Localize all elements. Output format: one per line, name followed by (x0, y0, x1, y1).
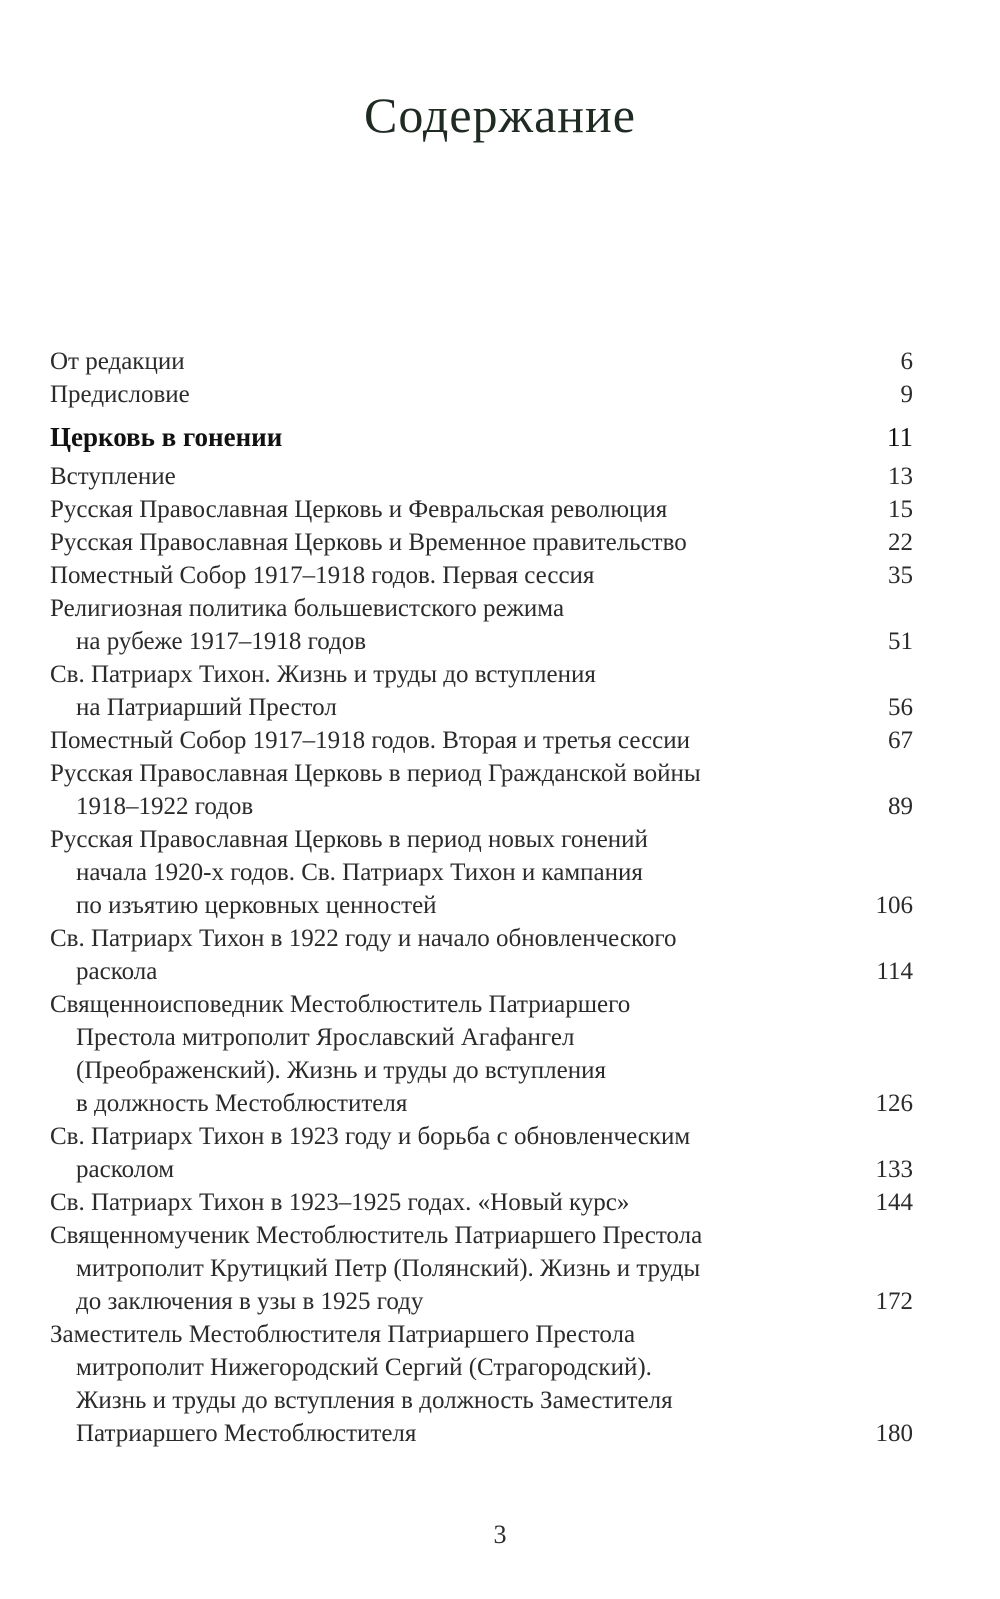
toc-entry-title-continuation: Патриаршего Местоблюстителя (76, 1420, 417, 1447)
toc-entry-title: Русская Православная Церковь и Февральская революция (50, 496, 668, 523)
toc-entry (50, 345, 913, 378)
toc-entry-title-continuation: на Патриарший Престол (76, 694, 337, 721)
toc-page-number: 11 (887, 422, 913, 452)
toc-entry-title-continuation: 1918–1922 годов (76, 793, 254, 820)
toc-entry (50, 1318, 913, 1450)
toc-entry-title-continuation: до заключения в узы в 1925 году (76, 1288, 424, 1315)
toc-entry-title: Священномученик Местоблюститель Патриаршего Престола (50, 1222, 703, 1249)
toc-entry-title-continuation: в должность Местоблюстителя (76, 1090, 408, 1117)
toc-entry-title-continuation: по изъятию церковных ценностей (76, 892, 437, 919)
table-of-contents (50, 345, 913, 1450)
toc-entry-title: Поместный Собор 1917–1918 годов. Первая сессия (50, 562, 595, 589)
toc-entry-title: Священноисповедник Местоблюститель Патриаршего (50, 991, 631, 1018)
toc-entry-title: Св. Патриарх Тихон в 1922 году и начало обновленческого (50, 925, 677, 952)
toc-page-number: 67 (888, 727, 913, 754)
toc-page-number: 6 (900, 348, 913, 375)
toc-entry-title: Религиозная политика большевистского режима (50, 595, 565, 622)
toc-entry-title: Св. Патриарх Тихон в 1923 году и борьба с обновленческим (50, 1123, 691, 1150)
page-title: Содержание (364, 87, 636, 143)
page-number: 3 (493, 1520, 507, 1549)
toc-entry (50, 757, 913, 823)
toc-entry (50, 922, 913, 988)
toc-entry-title-continuation: Престола митрополит Ярославский Агафангел (76, 1024, 575, 1051)
toc-entry-title-continuation: на рубеже 1917–1918 годов (76, 628, 367, 655)
toc-entry-title: Русская Православная Церковь и Временное правительство (50, 529, 687, 556)
toc-entry (50, 724, 913, 757)
toc-entry-title-continuation: раскола (76, 958, 158, 985)
toc-entry-title: Предисловие (50, 381, 190, 408)
toc-entry-title: Св. Патриарх Тихон. Жизнь и труды до вступления (50, 661, 596, 688)
toc-entry (50, 460, 913, 493)
toc-entry-title: От редакции (50, 348, 185, 375)
toc-entry-title-continuation: митрополит Нижегородский Сергий (Страгородский). (76, 1354, 652, 1381)
toc-entry-title: Русская Православная Церковь в период новых гонений (50, 826, 648, 853)
toc-page-number: 13 (888, 463, 913, 490)
toc-page-number: 22 (888, 529, 913, 556)
toc-entry (50, 526, 913, 559)
toc-page-number: 89 (888, 793, 913, 820)
toc-page-number: 126 (875, 1090, 913, 1117)
toc-entry (50, 592, 913, 658)
toc-entry (50, 823, 913, 922)
toc-entry (50, 559, 913, 592)
toc-page-number: 172 (875, 1288, 913, 1315)
toc-page-number: 9 (900, 381, 913, 408)
toc-entry-title: Вступление (50, 463, 176, 490)
toc-entry-title-continuation: начала 1920-х годов. Св. Патриарх Тихон и кампания (76, 859, 643, 886)
toc-entry-title-continuation: (Преображенский). Жизнь и труды до вступления (76, 1057, 606, 1084)
toc-page-number: 180 (875, 1420, 913, 1447)
toc-entry-title: Поместный Собор 1917–1918 годов. Вторая и третья сессии (50, 727, 690, 754)
toc-page-number: 15 (888, 496, 913, 523)
toc-page-number: 133 (875, 1156, 913, 1183)
toc-entry-title-continuation: Жизнь и труды до вступления в должность Заместителя (76, 1387, 673, 1414)
toc-entry (50, 988, 913, 1120)
toc-entry-title: Церковь в гонении (50, 422, 283, 452)
toc-entry (50, 1186, 913, 1219)
toc-entry-title: Заместитель Местоблюстителя Патриаршего Престола (50, 1321, 636, 1348)
toc-entry-title: Русская Православная Церковь в период Гражданской войны (50, 760, 701, 787)
toc-entry (50, 1219, 913, 1318)
toc-entry (50, 1120, 913, 1186)
toc-entry-title-continuation: расколом (76, 1156, 175, 1183)
toc-section-heading (50, 421, 913, 454)
toc-page-number: 114 (876, 958, 913, 985)
toc-page-number: 144 (875, 1189, 913, 1216)
toc-entry (50, 493, 913, 526)
toc-entry-title-continuation: митрополит Крутицкий Петр (Полянский). Жизнь и труды (76, 1255, 701, 1282)
toc-page-number: 106 (875, 892, 913, 919)
toc-entry (50, 378, 913, 411)
toc-entry-title: Св. Патриарх Тихон в 1923–1925 годах. «Новый курс» (50, 1189, 630, 1216)
toc-page-number: 51 (888, 628, 913, 655)
toc-page-number: 35 (888, 562, 913, 589)
toc-entry (50, 658, 913, 724)
toc-page-number: 56 (888, 694, 913, 721)
